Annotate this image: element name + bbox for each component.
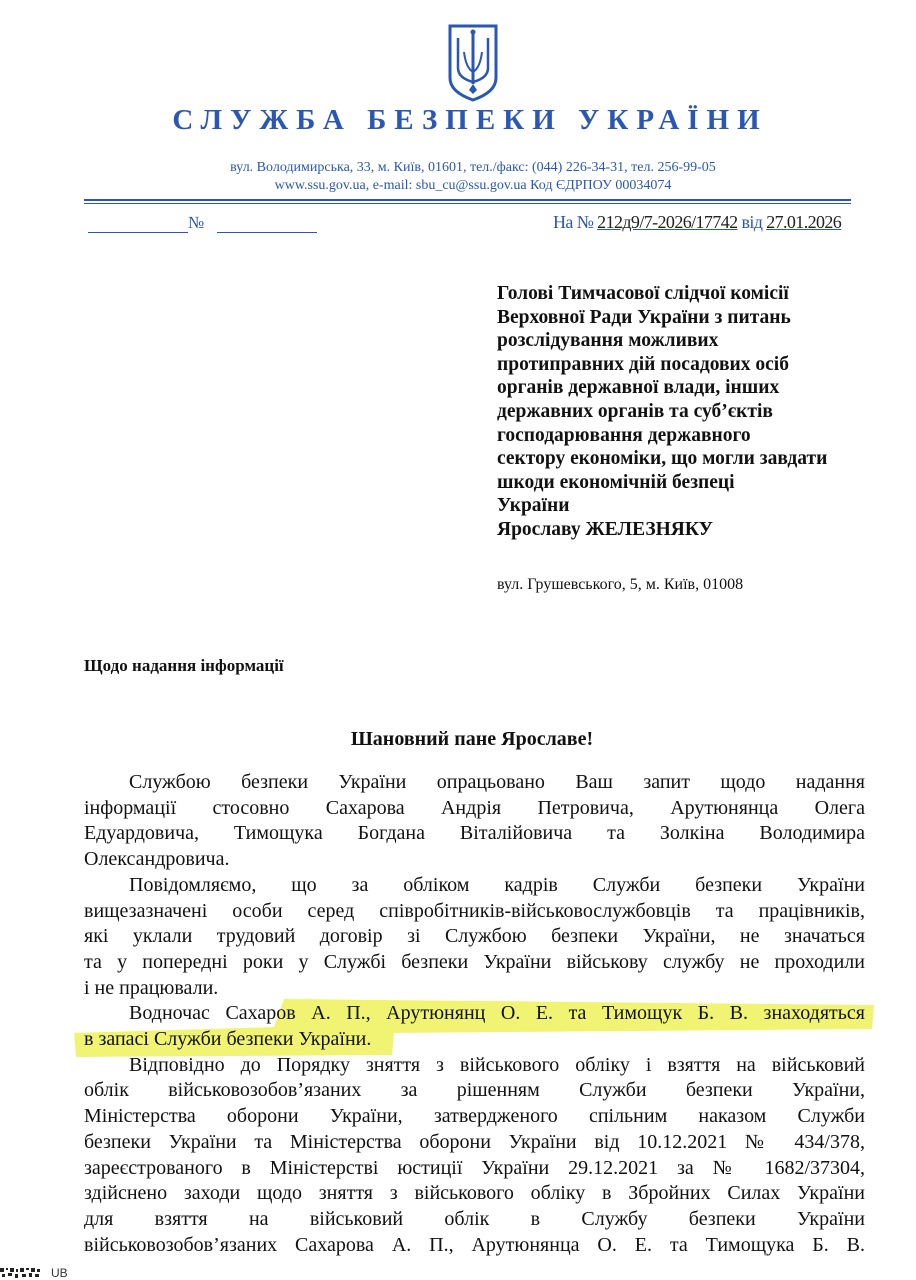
organization-name: СЛУЖБА БЕЗПЕКИ УКРАЇНИ	[172, 104, 768, 136]
body-line: здійснено заходи щодо зняття з військового обліку в Збройних Силах України	[84, 1182, 865, 1205]
outgoing-number-blank	[217, 214, 317, 233]
incoming-reference	[553, 212, 841, 233]
body-line: Відповідно до Порядку зняття з військового обліку і взяття на військовий	[129, 1053, 865, 1076]
paragraph-4	[84, 1053, 865, 1259]
recipient-line: органів державної влади, інших	[497, 377, 780, 399]
recipient-line: Голові Тимчасової слідчої комісії	[497, 283, 789, 304]
recipient-line: Верховної Ради України з питань	[497, 306, 791, 328]
body-line: вищезазначені особи серед співробітників-військовослужбовців та працівників,	[84, 899, 865, 922]
body-line: Олександровича.	[84, 848, 230, 871]
letter-subject: Щодо надання інформації	[84, 656, 284, 675]
body-line: зареєстрованого в Міністерстві юстиції України 29.12.2021 за № 1682/37304,	[84, 1156, 865, 1179]
body-line: в запасі Служби безпеки України.	[84, 1028, 372, 1051]
body-line: Міністерства оборони України, затвердженого спільним наказом Служби	[84, 1105, 865, 1128]
incoming-date-label: від	[741, 212, 763, 232]
recipient-line: шкоди економічній безпеці	[497, 471, 735, 493]
body-line: військовозобов’язаних Сахарова А. П., Арутюнянца О. Е. та Тимощука Б. В.	[84, 1233, 865, 1256]
recipient-line: розслідування можливих	[497, 330, 719, 352]
body-line: та у попередні роки у Службі безпеки України військову службу не проходили	[84, 950, 865, 973]
recipient-block	[497, 282, 877, 542]
recipient-line: сектору економіки, що могли завдати	[497, 448, 828, 470]
body-line: Водночас Сахаров А. П., Арутюнянц О. Е. та Тимощук Б. В. знаходяться	[129, 1002, 865, 1025]
body-line: облік військовозобов’язаних за рішенням Служби безпеки України,	[84, 1079, 865, 1102]
trident-icon	[444, 22, 502, 102]
recipient-name: Ярославу ЖЕЛЕЗНЯКУ	[497, 518, 713, 540]
outgoing-number-label: №	[188, 213, 205, 232]
body-line: безпеки України та Міністерства оборони України від 10.12.2021 № 434/378,	[84, 1130, 865, 1153]
incoming-date: 27.01.2026	[766, 212, 842, 232]
body-line: інформації стосовно Сахарова Андрія Петровича, Арутюнянца Олега	[84, 796, 865, 819]
recipient-line: державних органів та суб’єктів	[497, 400, 773, 422]
header-address-line2: www.ssu.gov.ua, e-mail: sbu_cu@ssu.gov.ua Код ЄДРПОУ 00034074	[274, 178, 672, 193]
letter-body	[84, 770, 865, 1258]
body-line: і не працювали.	[84, 976, 219, 999]
qr-code-icon	[0, 1268, 44, 1280]
incoming-number: 212д9/7-2026/17742	[597, 212, 738, 232]
paragraph-3-highlighted	[84, 1001, 865, 1052]
recipient-line: протиправних дій посадових осіб	[497, 353, 789, 375]
letter-greeting: Шановний пане Ярославе!	[350, 728, 594, 750]
incoming-prefix: На №	[553, 212, 594, 232]
body-line: для взяття на військовий облік в Службу безпеки України	[84, 1207, 865, 1230]
paragraph-1	[84, 770, 865, 873]
paragraph-2	[84, 873, 865, 1002]
body-line: які уклали трудовий договір зі Службою безпеки України, не значаться	[84, 925, 865, 948]
footer-label: UB	[51, 1266, 68, 1280]
recipient-line: господарювання державного	[497, 424, 751, 446]
header-address-line1: вул. Володимирська, 33, м. Київ, 01601, тел./факс: (044) 226-34-31, тел. 256-99-05	[230, 160, 716, 175]
header-divider-thin	[84, 203, 851, 204]
outgoing-number	[88, 213, 317, 233]
recipient-line: України	[497, 495, 570, 517]
recipient-address: вул. Грушевського, 5, м. Київ, 01008	[497, 576, 744, 593]
body-line: Повідомляємо, що за обліком кадрів Служби безпеки України	[129, 873, 865, 896]
header-divider	[84, 199, 851, 201]
outgoing-date-blank	[88, 214, 188, 233]
body-line: Службою безпеки України опрацьовано Ваш запит щодо надання	[129, 771, 865, 793]
body-line: Едуардовича, Тимощука Богдана Віталійовича та Золкіна Володимира	[84, 822, 865, 845]
